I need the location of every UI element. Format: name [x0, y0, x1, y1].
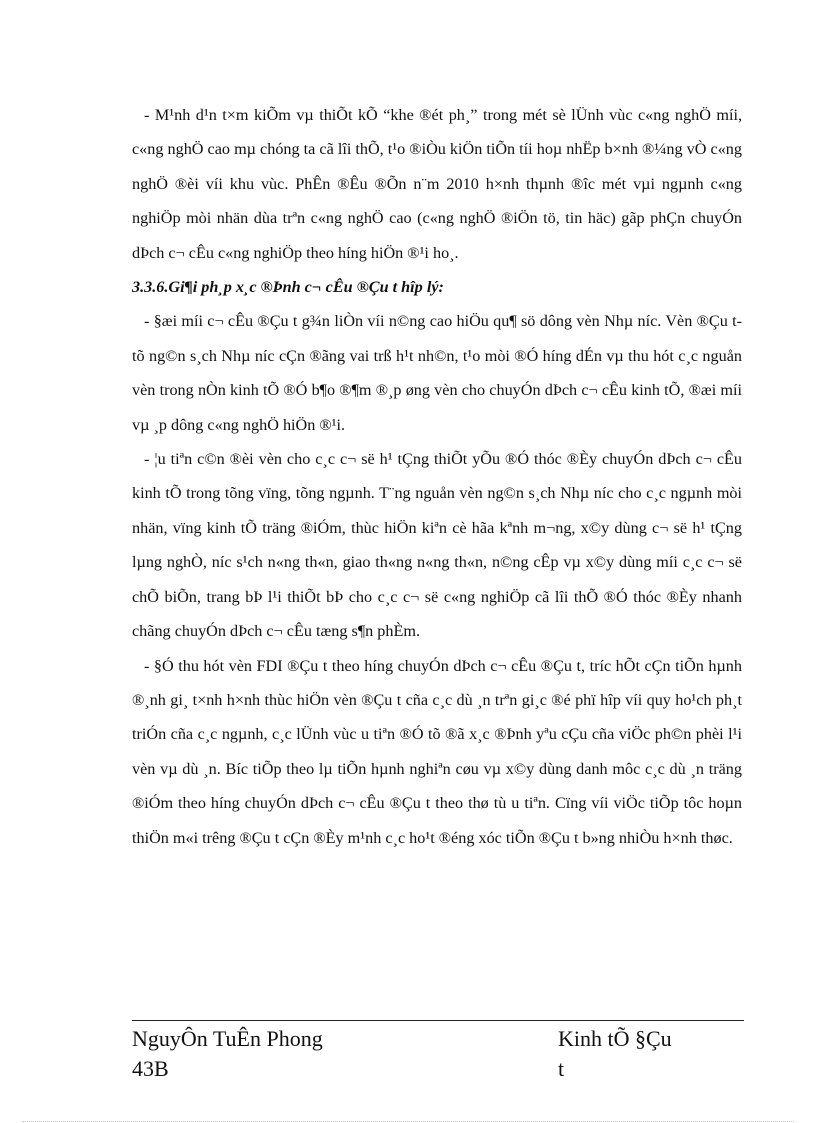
paragraph-infrastructure-priority: - ¦u tiªn c©n ®èi vèn cho c¸c c¬ së h¹ tÇng thiÕt yÕu ®Ó thóc ®Èy chuyÓn dÞch c¬ cÊu kinh tÕ trong tõng vïng, tõng ngµnh. T¨ng nguån vèn ng©n s¸ch Nhµ níc cho c¸c ngµnh mòi nhän, vïng kinh tÕ träng ®iÓm, thùc hiÖn kiªn cè hãa kªnh m¬ng, x©y dùng c¬ së h¹ tÇng lµng nghÒ, níc s¹ch n«ng th«n, giao th«ng n«ng th«n, n©ng cÊp vµ x©y dùng míi c¸c c¬ së chÕ biÕn, trang bÞ l¹i thiÕt bÞ cho c¸c c¬ së c«ng nghiÖp cã lîi thÕ ®Ó thóc ®Èy nhanh chãng chuyÓn dÞch c¬ cÊu tæng s¶n phÈm.: [132, 450, 742, 641]
page-body: [132, 98, 742, 855]
paragraph-technology-breakthrough: - M¹nh d¹n t×m kiÕm vµ thiÕt kÕ “khe ®ét ph¸” trong mét sè lÜnh vùc c«ng nghÖ míi, c«ng nghÖ cao mµ chóng ta cã lîi thÕ, t¹o ®iÒu kiÖn tiÕn tíi hoµ nhËp b×nh ®¼ng vÒ c«ng nghÖ ®èi víi khu vùc. PhÊn ®Êu ®Õn n¨m 2010 h×nh thµnh ®îc mét vµi ngµnh c«ng nghiÖp mòi nhän dùa trªn c«ng nghÖ cao (c«ng nghÖ ®iÖn tö, tin häc) gãp phÇn chuyÓn dÞch c¬ cÊu c«ng nghiÖp theo híng hiÖn ®¹i ho¸.: [132, 106, 742, 262]
footer-left: [132, 1024, 323, 1084]
footer-author: NguyÔn TuÊn Phong: [132, 1026, 323, 1051]
footer-subject: Kinh tÕ §Çu t: [558, 1026, 672, 1081]
paragraph-investment-structure: - §æi míi c¬ cÊu ®Çu t g¾n liÒn víi n©ng cao hiÖu qu¶ sö dông vèn Nhµ níc. Vèn ®Çu t tõ ng©n s¸ch Nhµ níc cÇn ®ãng vai trß h¹t nh©n, t¹o mòi ®Ó híng dÉn vµ thu hót c¸c nguån vèn trong nÒn kinh tÕ ®Ó b¶o ®¶m ®¸p øng vèn cho chuyÓn dÞch c¬ cÊu kinh tÕ, ®æi míi vµ ¸p dông c«ng nghÖ hiÖn ®¹i.: [132, 312, 742, 434]
footer-class: 43B: [132, 1056, 169, 1081]
section-heading: 3.3.6.Gi¶i ph¸p x¸c ®Þnh c¬ cÊu ®Çu t hîp lý:: [132, 278, 444, 297]
page-bottom-dotted-line: [22, 1121, 794, 1122]
paragraph-fdi-attraction: - §Ó thu hót vèn FDI ®Çu t theo híng chuyÓn dÞch c¬ cÊu ®Çu t, tríc hÕt cÇn tiÕn hµnh ®¸nh gi¸ t×nh h×nh thùc hiÖn vèn ®Çu t cña c¸c dù ¸n trªn gi¸c ®é phï hîp víi quy ho¹ch ph¸t triÓn cña c¸c ngµnh, c¸c lÜnh vùc u tiªn ®Ó tõ ®ã x¸c ®Þnh yªu cÇu cña viÖc ph©n phèi l¹i vèn vµ dù ¸n. Bíc tiÕp theo lµ tiÕn hµnh nghiªn cøu vµ x©y dùng danh môc c¸c dù ¸n träng ®iÓm theo híng chuyÓn dÞch c¬ cÊu ®Çu t theo thø tù u tiªn. Cïng víi viÖc tiÕp tôc hoµn thiÖn m«i trêng ®Çu t cÇn ®Èy m¹nh c¸c ho¹t ®éng xóc tiÕn ®Çu t b»ng nhiÒu h×nh thøc.: [132, 656, 742, 847]
footer-rule: [132, 1020, 744, 1021]
